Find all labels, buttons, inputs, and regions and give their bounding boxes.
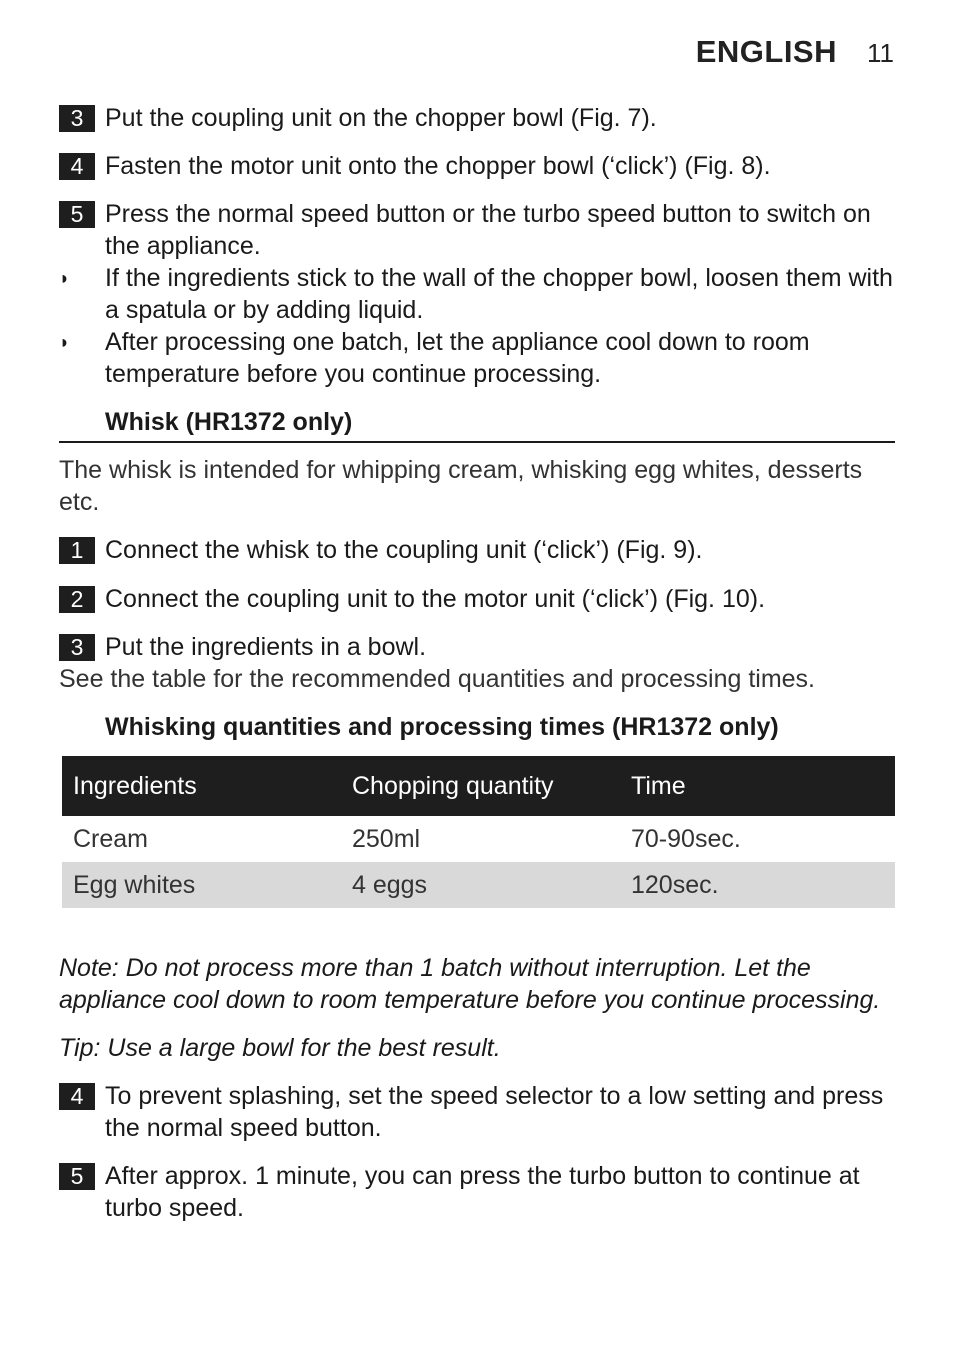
step-text: Connect the coupling unit to the motor unit (‘click’) (Fig. 10). (105, 585, 766, 613)
bullet-item (59, 326, 894, 390)
table-cell: Cream (62, 816, 341, 862)
step-item (59, 198, 894, 262)
tip-text: Tip: Use a large bowl for the best result. (59, 1034, 501, 1062)
table-cell: 120sec. (620, 862, 895, 908)
table-row (62, 816, 895, 862)
section-intro: The whisk is intended for whipping cream, whisking egg whites, desserts etc. (59, 456, 863, 516)
step-item (59, 102, 894, 134)
step-text: To prevent splashing, set the speed selector to a low setting and press the normal speed button. (105, 1082, 884, 1142)
table-reference-note: See the table for the recommended quantities and processing times. (59, 665, 815, 693)
step-item (59, 534, 894, 566)
note-text: Note: Do not process more than 1 batch without interruption. Let the appliance cool down to room temperature before you continue processing. (59, 954, 881, 1014)
step-item (59, 150, 894, 182)
language-label: ENGLISH (695, 34, 837, 69)
bullet-arrow-icon: ◗ (59, 332, 70, 352)
step-text: Put the ingredients in a bowl. (105, 633, 427, 661)
bullet-arrow-icon: ◗ (59, 268, 70, 288)
step-item (59, 583, 894, 615)
step-item (59, 1080, 894, 1144)
step-number-badge: 3 (59, 105, 95, 132)
bullet-text: If the ingredients stick to the wall of the chopper bowl, loosen them with a spatula or by adding liquid. (105, 264, 893, 324)
table-header-row (62, 756, 895, 816)
column-header: Ingredients (62, 756, 341, 816)
step-item (59, 1160, 894, 1224)
step-number-badge: 5 (59, 201, 95, 228)
column-header: Chopping quantity (341, 756, 620, 816)
step-text: After approx. 1 minute, you can press the turbo button to continue at turbo speed. (105, 1162, 860, 1222)
step-number-badge: 5 (59, 1163, 95, 1190)
table-title: Whisking quantities and processing times (HR1372 only) (105, 713, 779, 741)
step-text: Connect the whisk to the coupling unit (‘click’) (Fig. 9). (105, 536, 703, 564)
step-item (59, 631, 894, 663)
table-cell: Egg whites (62, 862, 341, 908)
step-number-badge: 2 (59, 586, 95, 613)
page-header (696, 34, 894, 70)
table-row (62, 862, 895, 908)
step-number-badge: 1 (59, 537, 95, 564)
quantities-table (62, 756, 895, 908)
bullet-text: After processing one batch, let the appliance cool down to room temperature before you continue processing. (105, 328, 810, 388)
step-text: Press the normal speed button or the turbo speed button to switch on the appliance. (105, 200, 871, 260)
column-header: Time (620, 756, 895, 816)
step-text: Put the coupling unit on the chopper bowl (Fig. 7). (105, 104, 657, 132)
table-cell: 250ml (341, 816, 620, 862)
section-title: Whisk (HR1372 only) (105, 408, 353, 436)
step-number-badge: 4 (59, 153, 95, 180)
page-number: 11 (867, 38, 894, 68)
step-text: Fasten the motor unit onto the chopper bowl (‘click’) (Fig. 8). (105, 152, 771, 180)
step-number-badge: 4 (59, 1083, 95, 1110)
bullet-item (59, 262, 894, 326)
step-number-badge: 3 (59, 634, 95, 661)
table-cell: 4 eggs (341, 862, 620, 908)
table-cell: 70-90sec. (620, 816, 895, 862)
section-divider (59, 441, 895, 443)
